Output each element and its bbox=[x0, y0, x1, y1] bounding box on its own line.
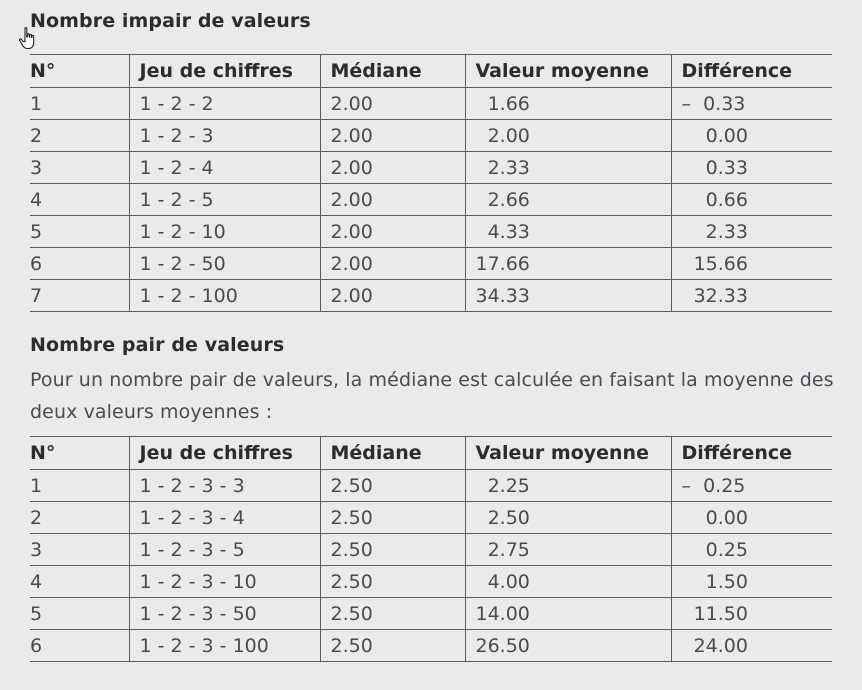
cell-number-set: 1 - 2 - 2 bbox=[129, 88, 320, 120]
column-header-number: N° bbox=[30, 437, 129, 470]
cell-number: 3 bbox=[30, 534, 129, 566]
odd-values-title: Nombre impair de valeurs bbox=[30, 10, 311, 32]
cell-mean: 2.75 bbox=[465, 534, 671, 566]
column-header-number: N° bbox=[30, 55, 129, 88]
cell-number: 5 bbox=[30, 598, 129, 630]
table-row bbox=[30, 120, 832, 152]
cell-median: 2.00 bbox=[320, 120, 465, 152]
table-row bbox=[30, 470, 832, 502]
cell-difference: 0.33 bbox=[671, 152, 832, 184]
cell-mean: 2.50 bbox=[465, 502, 671, 534]
table-header-row bbox=[30, 55, 832, 88]
cell-median: 2.50 bbox=[320, 534, 465, 566]
cell-number: 4 bbox=[30, 566, 129, 598]
cell-difference: 32.33 bbox=[671, 280, 832, 312]
cell-number-set: 1 - 2 - 3 - 5 bbox=[129, 534, 320, 566]
cell-number: 6 bbox=[30, 630, 129, 662]
cell-number-set: 1 - 2 - 4 bbox=[129, 152, 320, 184]
cell-difference: 2.33 bbox=[671, 216, 832, 248]
cell-number: 2 bbox=[30, 120, 129, 152]
column-header-median: Médiane bbox=[320, 55, 465, 88]
cell-median: 2.50 bbox=[320, 470, 465, 502]
cell-median: 2.00 bbox=[320, 216, 465, 248]
cell-difference: 11.50 bbox=[671, 598, 832, 630]
cell-mean: 2.25 bbox=[465, 470, 671, 502]
table-row bbox=[30, 566, 832, 598]
cell-difference: – 0.33 bbox=[671, 88, 832, 120]
cell-median: 2.00 bbox=[320, 184, 465, 216]
cell-number-set: 1 - 2 - 5 bbox=[129, 184, 320, 216]
column-header-mean: Valeur moyenne bbox=[465, 437, 671, 470]
cell-mean: 4.33 bbox=[465, 216, 671, 248]
table-row bbox=[30, 248, 832, 280]
column-header-number-set: Jeu de chiffres bbox=[129, 437, 320, 470]
table-row bbox=[30, 502, 832, 534]
cell-number: 3 bbox=[30, 152, 129, 184]
cell-median: 2.50 bbox=[320, 566, 465, 598]
table-row bbox=[30, 630, 832, 662]
odd-values-table bbox=[30, 54, 832, 312]
hand-pointer-icon bbox=[17, 26, 41, 52]
cell-median: 2.50 bbox=[320, 502, 465, 534]
cell-number-set: 1 - 2 - 50 bbox=[129, 248, 320, 280]
column-header-difference: Différence bbox=[671, 55, 832, 88]
cell-number: 7 bbox=[30, 280, 129, 312]
cell-number: 4 bbox=[30, 184, 129, 216]
even-values-title: Nombre pair de valeurs bbox=[30, 334, 285, 356]
cell-number: 1 bbox=[30, 470, 129, 502]
cell-number-set: 1 - 2 - 10 bbox=[129, 216, 320, 248]
cell-mean: 4.00 bbox=[465, 566, 671, 598]
cell-mean: 2.33 bbox=[465, 152, 671, 184]
column-header-median: Médiane bbox=[320, 437, 465, 470]
cell-difference: 0.00 bbox=[671, 502, 832, 534]
table-row bbox=[30, 534, 832, 566]
cell-mean: 26.50 bbox=[465, 630, 671, 662]
cell-mean: 17.66 bbox=[465, 248, 671, 280]
cell-difference: 0.66 bbox=[671, 184, 832, 216]
cell-median: 2.50 bbox=[320, 630, 465, 662]
cell-number-set: 1 - 2 - 100 bbox=[129, 280, 320, 312]
cell-mean: 2.66 bbox=[465, 184, 671, 216]
cell-median: 2.00 bbox=[320, 248, 465, 280]
cell-median: 2.00 bbox=[320, 152, 465, 184]
cell-difference: 1.50 bbox=[671, 566, 832, 598]
cell-number: 1 bbox=[30, 88, 129, 120]
cell-number: 2 bbox=[30, 502, 129, 534]
table-row bbox=[30, 598, 832, 630]
cell-difference: 15.66 bbox=[671, 248, 832, 280]
cell-difference: – 0.25 bbox=[671, 470, 832, 502]
column-header-number-set: Jeu de chiffres bbox=[129, 55, 320, 88]
cell-difference: 0.25 bbox=[671, 534, 832, 566]
table-row bbox=[30, 152, 832, 184]
cell-median: 2.00 bbox=[320, 280, 465, 312]
table-row bbox=[30, 280, 832, 312]
even-values-description: Pour un nombre pair de valeurs, la médiane est calculée en faisant la moyenne des deux valeurs moyennes : bbox=[30, 369, 834, 423]
cell-median: 2.50 bbox=[320, 598, 465, 630]
cell-number-set: 1 - 2 - 3 - 100 bbox=[129, 630, 320, 662]
cell-number-set: 1 - 2 - 3 - 3 bbox=[129, 470, 320, 502]
cell-difference: 0.00 bbox=[671, 120, 832, 152]
cell-number-set: 1 - 2 - 3 - 50 bbox=[129, 598, 320, 630]
even-values-table bbox=[30, 436, 832, 662]
cell-mean: 1.66 bbox=[465, 88, 671, 120]
cell-number: 5 bbox=[30, 216, 129, 248]
cell-mean: 14.00 bbox=[465, 598, 671, 630]
table-header-row bbox=[30, 437, 832, 470]
cell-mean: 34.33 bbox=[465, 280, 671, 312]
table-row bbox=[30, 184, 832, 216]
cell-number-set: 1 - 2 - 3 bbox=[129, 120, 320, 152]
cell-mean: 2.00 bbox=[465, 120, 671, 152]
cell-difference: 24.00 bbox=[671, 630, 832, 662]
cell-number-set: 1 - 2 - 3 - 10 bbox=[129, 566, 320, 598]
column-header-mean: Valeur moyenne bbox=[465, 55, 671, 88]
column-header-difference: Différence bbox=[671, 437, 832, 470]
cell-median: 2.00 bbox=[320, 88, 465, 120]
cell-number-set: 1 - 2 - 3 - 4 bbox=[129, 502, 320, 534]
cell-number: 6 bbox=[30, 248, 129, 280]
table-row bbox=[30, 216, 832, 248]
table-row bbox=[30, 88, 832, 120]
